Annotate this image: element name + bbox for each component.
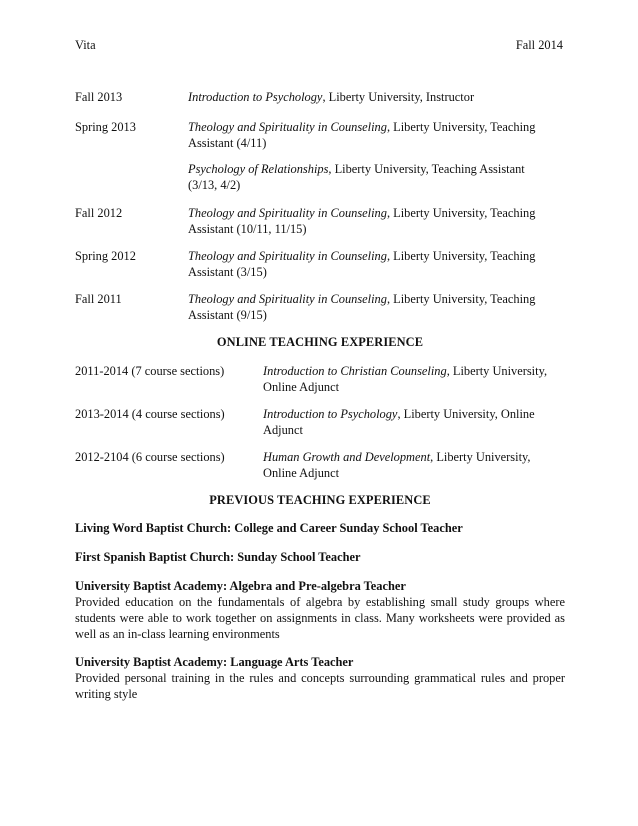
online-date: 2011-2014 (7 course sections) <box>75 364 225 378</box>
course-detail-line2: (3/13, 4/2) <box>188 178 241 192</box>
course-detail-line2: Assistant (3/15) <box>188 265 267 279</box>
course-detail: , Liberty University, Teaching <box>386 292 536 306</box>
course-title: Theology and Spirituality in Counseling <box>188 120 387 134</box>
online-entry <box>263 449 563 481</box>
course-title: Psychology of Relationships <box>188 162 329 176</box>
course-title: Theology and Spirituality in Counseling <box>188 249 387 263</box>
teaching-entry <box>188 89 568 105</box>
previous-title: University Baptist Academy: Algebra and Pre-algebra Teacher <box>75 579 406 593</box>
teaching-date: Spring 2013 <box>75 120 136 134</box>
teaching-date: Fall 2012 <box>75 206 123 220</box>
previous-description: Provided personal training in the rules and concepts surrounding grammatical rules and proper writing style <box>75 671 565 701</box>
previous-title: University Baptist Academy: Language Arts Teacher <box>75 655 354 669</box>
previous-item <box>75 520 565 536</box>
course-title: Introduction to Christian Counseling <box>263 364 447 378</box>
teaching-date: Fall 2013 <box>75 90 123 104</box>
previous-heading: PREVIOUS TEACHING EXPERIENCE <box>209 493 431 507</box>
online-entry <box>263 406 563 438</box>
header-left: Vita <box>75 38 96 52</box>
online-entry <box>263 363 563 395</box>
course-detail-line2: Assistant (9/15) <box>188 308 267 322</box>
course-detail-line2: Assistant (4/11) <box>188 136 267 150</box>
teaching-entry <box>188 161 568 193</box>
teaching-entry <box>188 248 568 280</box>
online-date: 2013-2014 (4 course sections) <box>75 407 225 421</box>
course-title: Theology and Spirituality in Counseling <box>188 292 387 306</box>
course-title: Theology and Spirituality in Counseling <box>188 206 387 220</box>
course-detail: , Liberty University, Instructor <box>322 90 475 104</box>
course-detail: , Liberty University, <box>430 450 531 464</box>
online-heading: ONLINE TEACHING EXPERIENCE <box>216 335 424 349</box>
online-date: 2012-2104 (6 course sections) <box>75 450 225 464</box>
course-detail: , Liberty University, Teaching Assistant <box>328 162 525 176</box>
course-detail: , Liberty University, Teaching <box>386 249 536 263</box>
course-detail-line2: Adjunct <box>263 423 303 437</box>
course-detail: , Liberty University, Online <box>397 407 535 421</box>
previous-item <box>75 654 565 702</box>
course-title: Introduction to Psychology <box>188 90 323 104</box>
previous-title: First Spanish Baptist Church: Sunday School Teacher <box>75 550 361 564</box>
teaching-date: Fall 2011 <box>75 292 122 306</box>
course-title: Human Growth and Development <box>263 450 431 464</box>
previous-description: Provided education on the fundamentals of algebra by establishing small study groups where students were able to work together on assignments in class. Many worksheets were provided as well as an in-class learning environments <box>75 595 565 641</box>
previous-item <box>75 549 565 565</box>
course-detail-line2: Online Adjunct <box>263 466 340 480</box>
previous-item <box>75 578 565 642</box>
teaching-entry <box>188 205 568 237</box>
teaching-date: Spring 2012 <box>75 249 136 263</box>
teaching-entry <box>188 119 568 151</box>
course-detail-line2: Online Adjunct <box>263 380 340 394</box>
course-detail: , Liberty University, Teaching <box>386 120 536 134</box>
course-detail-line2: Assistant (10/11, 11/15) <box>188 222 307 236</box>
teaching-entry <box>188 291 568 323</box>
course-title: Introduction to Psychology <box>263 407 398 421</box>
header-right: Fall 2014 <box>515 38 563 52</box>
previous-title: Living Word Baptist Church: College and Career Sunday School Teacher <box>75 521 463 535</box>
course-detail: , Liberty University, <box>446 364 548 378</box>
course-detail: , Liberty University, Teaching <box>386 206 536 220</box>
